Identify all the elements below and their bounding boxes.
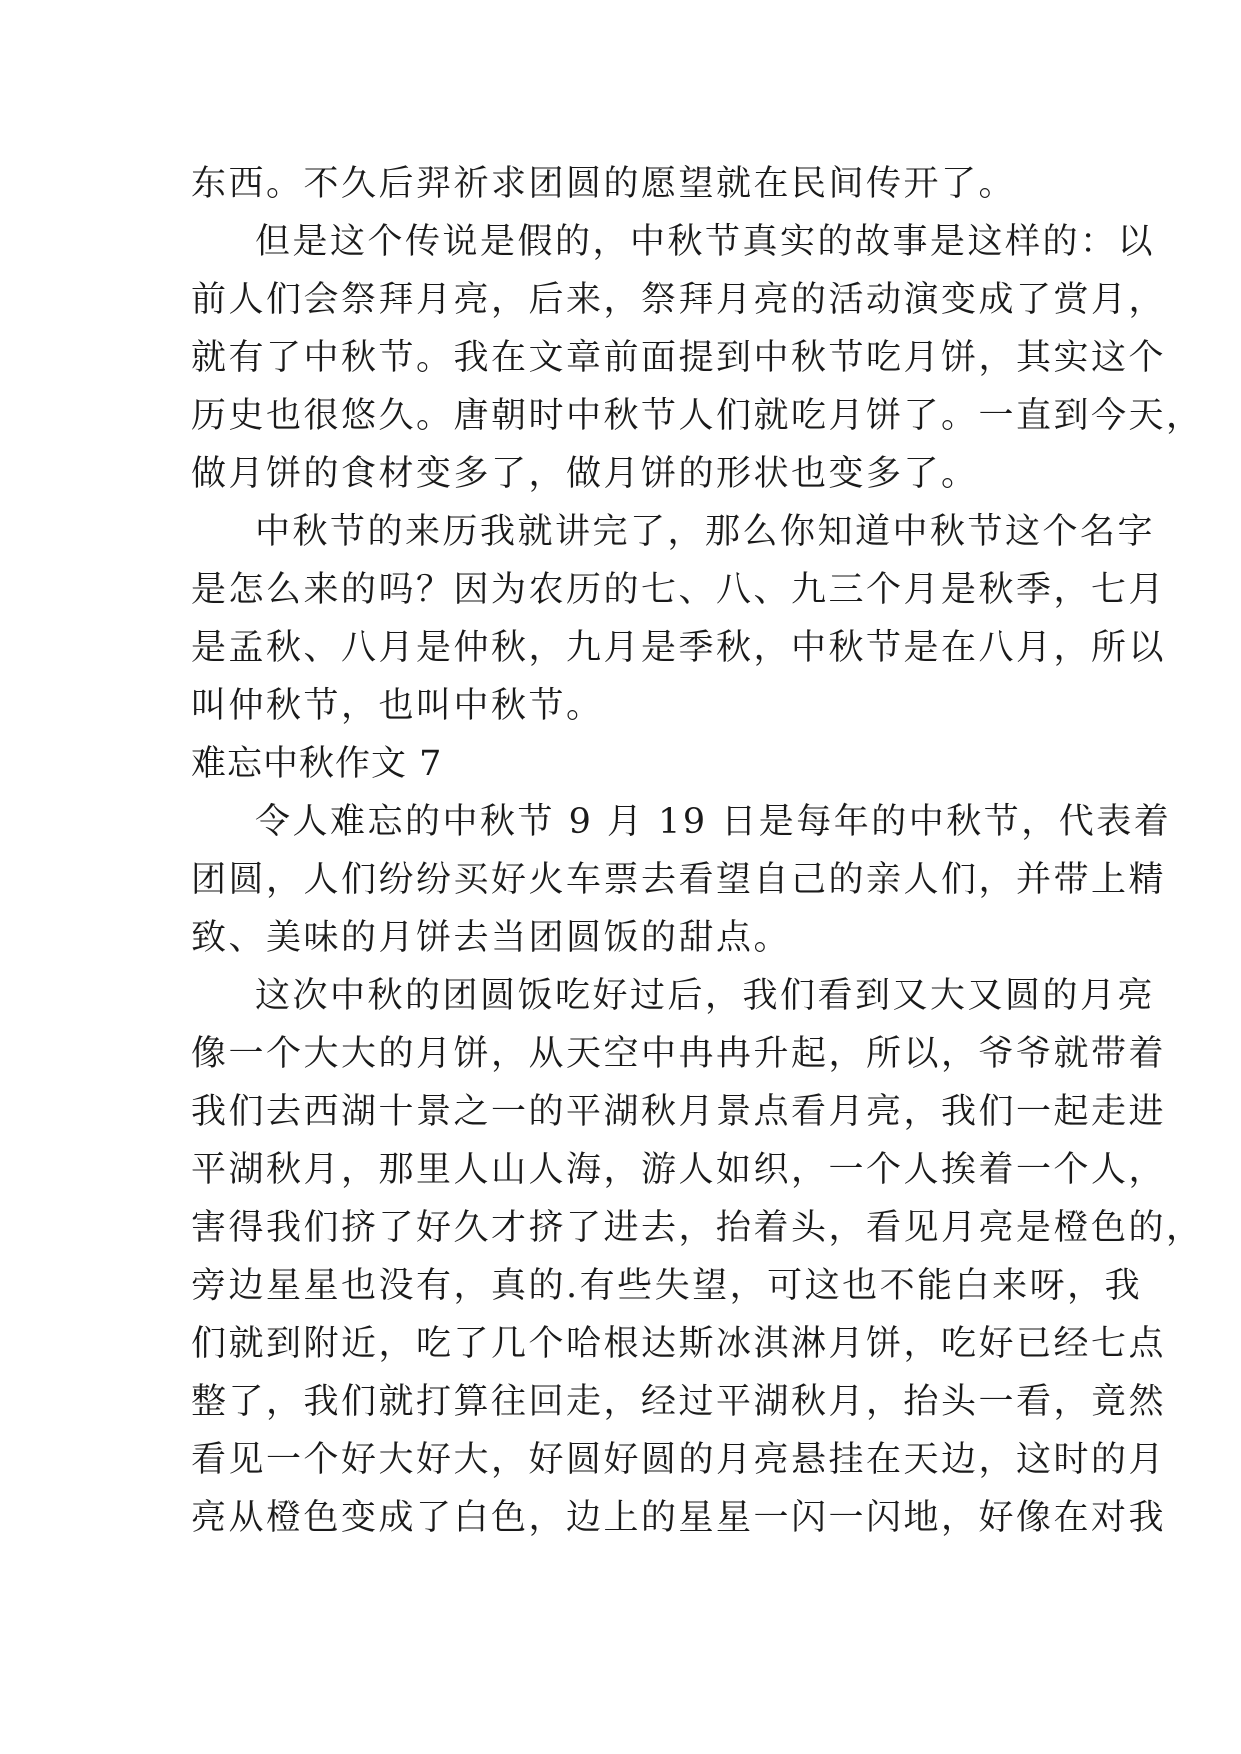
paragraph-first-line: 这次中秋的团圆饭吃好过后，我们看到又大又圆的月亮 <box>255 976 1156 1016</box>
text-line: 平湖秋月，那里人山人海，游人如织，一个人挨着一个人， <box>191 1150 1167 1190</box>
paragraph-first-line: 中秋节的来历我就讲完了，那么你知道中秋节这个名字 <box>255 512 1156 552</box>
text-line: 旁边星星也没有，真的.有些失望，可这也不能白来呀，我 <box>191 1266 1143 1306</box>
text-line: 致、美味的月饼去当团圆饭的甜点。 <box>191 918 792 958</box>
text-line: 整了，我们就打算往回走，经过平湖秋月，抬头一看，竟然 <box>191 1382 1167 1422</box>
text-line: 看见一个好大好大，好圆好圆的月亮悬挂在天边，这时的月 <box>191 1440 1167 1480</box>
text-line: 历史也很悠久。唐朝时中秋节人们就吃月饼了。一直到今天， <box>191 396 1204 436</box>
document-page <box>191 155 1204 1547</box>
text-line: 害得我们挤了好久才挤了进去，抬着头，看见月亮是橙色的， <box>191 1208 1204 1248</box>
text-line: 东西。不久后羿祈求团圆的愿望就在民间传开了。 <box>191 164 1017 204</box>
text-line: 亮从橙色变成了白色，边上的星星一闪一闪地，好像在对我 <box>191 1498 1167 1538</box>
text-line: 做月饼的食材变多了，做月饼的形状也变多了。 <box>191 454 979 494</box>
text-line: 是孟秋、八月是仲秋，九月是季秋，中秋节是在八月，所以 <box>191 628 1167 668</box>
section-heading: 难忘中秋作文 7 <box>191 744 443 784</box>
text-line: 就有了中秋节。我在文章前面提到中秋节吃月饼，其实这个 <box>191 338 1167 378</box>
paragraph-first-line: 令人难忘的中秋节 9 月 19 日是每年的中秋节，代表着 <box>255 802 1172 842</box>
text-line: 是怎么来的吗？因为农历的七、八、九三个月是秋季，七月 <box>191 570 1167 610</box>
text-line: 前人们会祭拜月亮，后来，祭拜月亮的活动演变成了赏月， <box>191 280 1167 320</box>
paragraph-first-line: 但是这个传说是假的，中秋节真实的故事是这样的：以 <box>255 222 1156 262</box>
text-line: 像一个大大的月饼，从天空中冉冉升起，所以，爷爷就带着 <box>191 1034 1167 1074</box>
text-line: 们就到附近，吃了几个哈根达斯冰淇淋月饼，吃好已经七点 <box>191 1324 1167 1364</box>
text-line: 团圆，人们纷纷买好火车票去看望自己的亲人们，并带上精 <box>191 860 1167 900</box>
text-line: 叫仲秋节，也叫中秋节。 <box>191 686 604 726</box>
text-line: 我们去西湖十景之一的平湖秋月景点看月亮，我们一起走进 <box>191 1092 1167 1132</box>
